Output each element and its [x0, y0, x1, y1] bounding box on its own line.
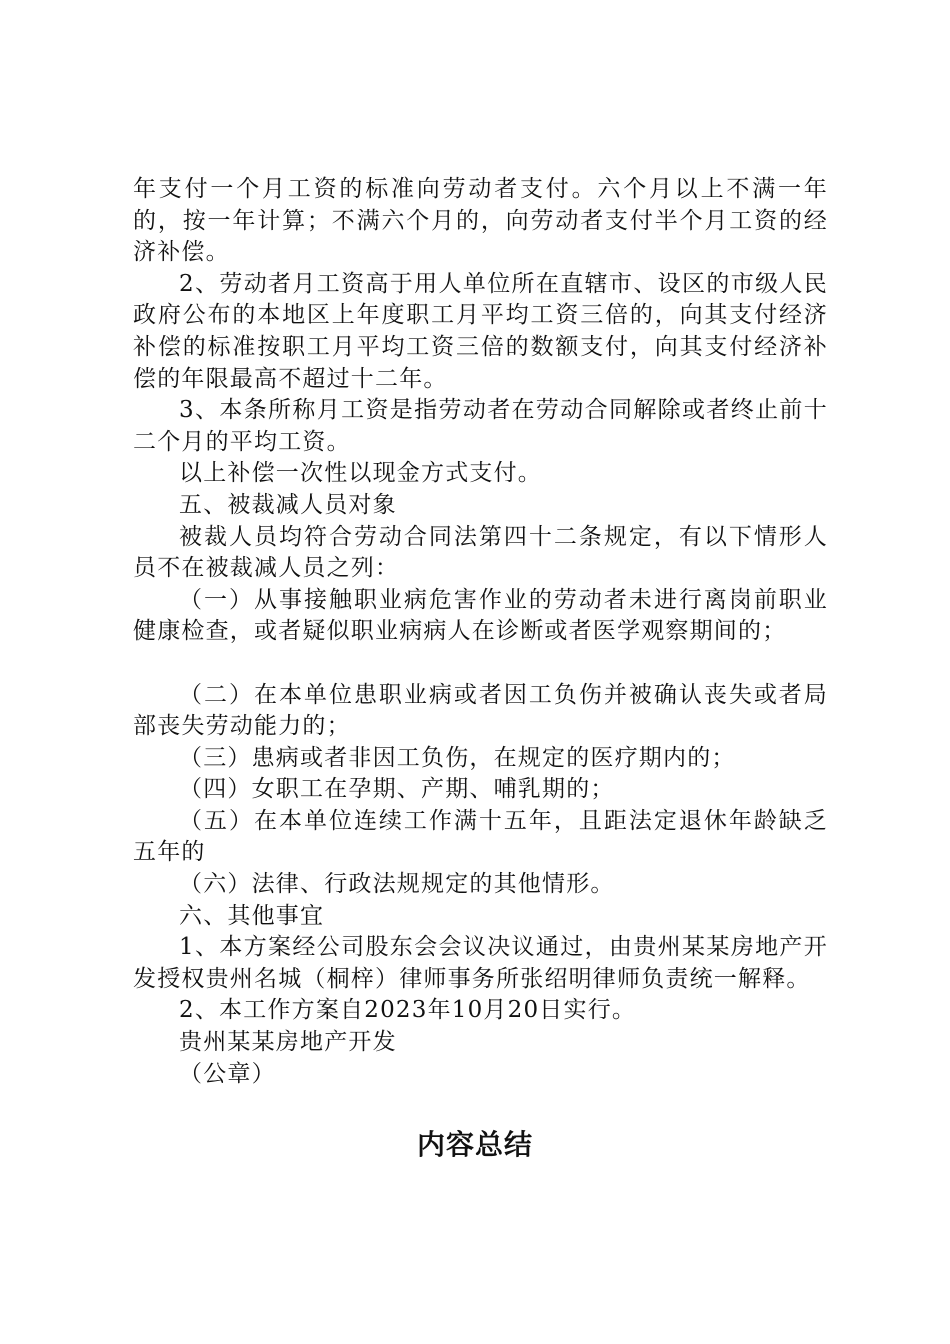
paragraph-exemption-intro: 被裁人员均符合劳动合同法第四十二条规定，有以下情形人员不在被裁减人员之列： — [133, 523, 828, 582]
list-item-exemption-1: （一）从事接触职业病危害作业的劳动者未进行离岗前职业健康检查，或者疑似职业病病人在诊断或者医学观察期间的； — [133, 586, 828, 645]
paragraph-monthly-wage-definition: 3、本条所称月工资是指劳动者在劳动合同解除或者终止前十二个月的平均工资。 — [133, 397, 828, 455]
paragraph-interpretation: 1、本方案经公司股东会会议决议通过，由贵州某某房地产开发授权贵州名城（桐梓）律师事务所张绍明律师负责统一解释。 — [133, 934, 828, 992]
section-heading-five: 五、被裁减人员对象 — [179, 491, 397, 518]
list-item-exemption-3: （三）患病或者非因工负伤，在规定的医疗期内的； — [179, 744, 736, 771]
summary-title: 内容总结 — [416, 1128, 533, 1161]
signature-company: 贵州某某房地产开发 — [179, 1029, 397, 1056]
signature-seal: （公章） — [179, 1060, 276, 1087]
list-item-exemption-5: （五）在本单位连续工作满十五年，且距法定退休年龄缺乏五年的 — [133, 807, 828, 866]
list-item-exemption-2: （二）在本单位患职业病或者因工负伤并被确认丧失或者局部丧失劳动能力的； — [133, 681, 828, 740]
document-body — [133, 174, 828, 1090]
paragraph-severance-standard: 年支付一个月工资的标准向劳动者支付。六个月以上不满一年的，按一年计算；不满六个月的，向劳动者支付半个月工资的经济补偿。 — [133, 176, 828, 266]
list-item-exemption-6: （六）法律、行政法规规定的其他情形。 — [179, 871, 615, 898]
paragraph-effective-date: 2、本工作方案自2023年10月20日实行。 — [179, 997, 637, 1024]
blank-line — [133, 648, 828, 680]
list-item-exemption-4: （四）女职工在孕期、产期、哺乳期的； — [179, 776, 615, 803]
paragraph-cash-payment: 以上补偿一次性以现金方式支付。 — [179, 460, 542, 487]
paragraph-high-wage-cap: 2、劳动者月工资高于用人单位所在直辖市、设区的市级人民政府公布的本地区上年度职工月平均工资三倍的，向其支付经济补偿的标准按职工月平均工资三倍的数额支付，向其支付经济补偿的年限最高不超过十二年。 — [133, 270, 828, 392]
section-heading-six: 六、其他事宜 — [179, 902, 325, 929]
